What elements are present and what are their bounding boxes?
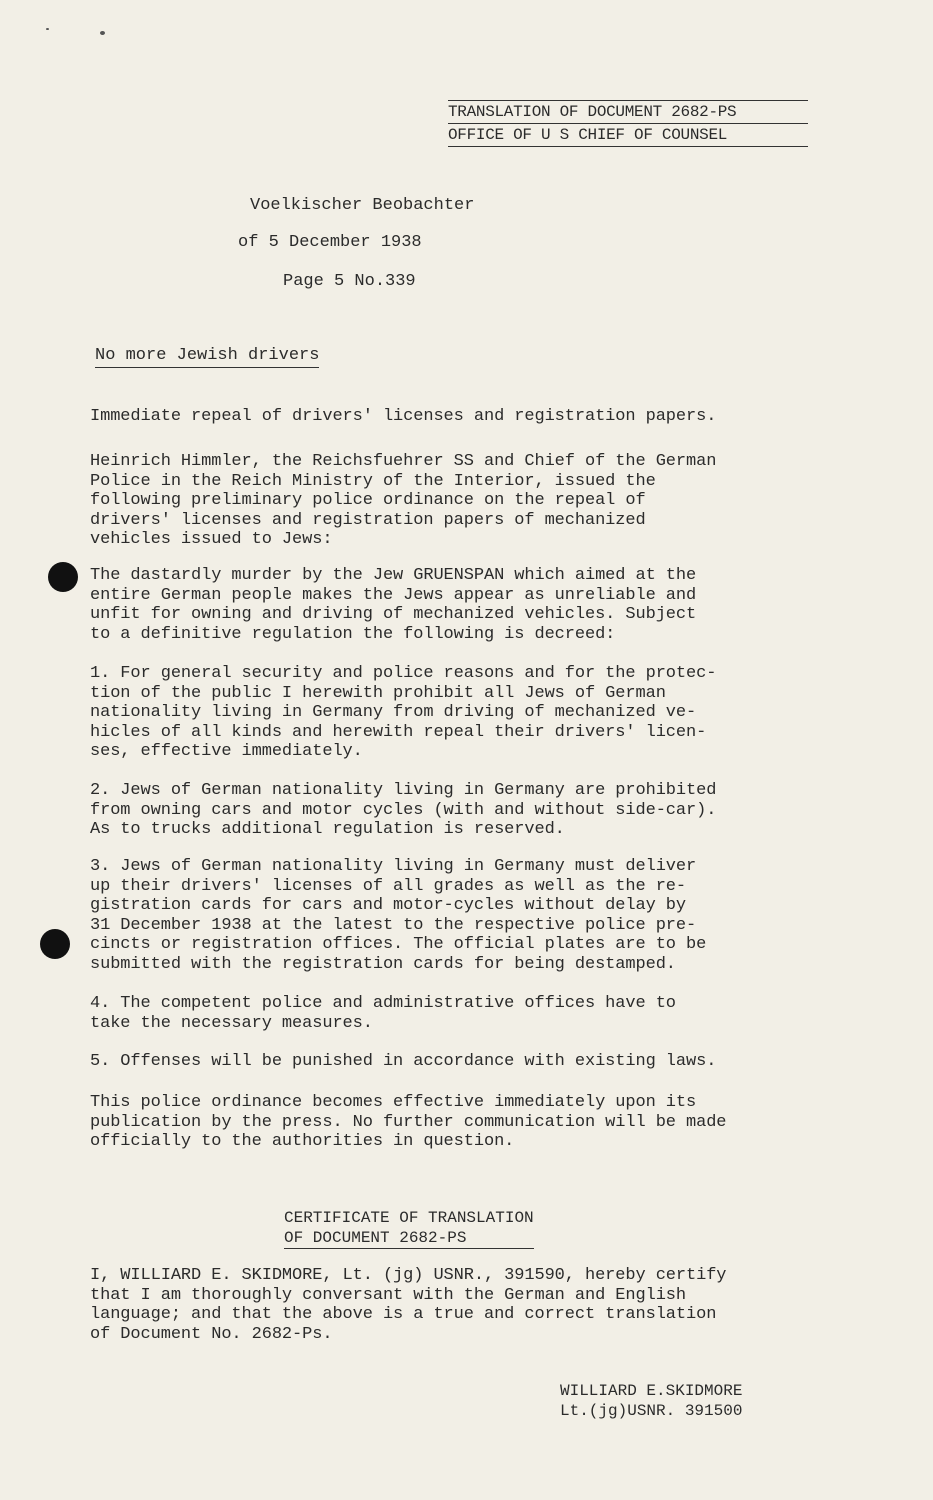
header-office-line: OFFICE OF U S CHIEF OF COUNSEL [448,124,808,147]
paragraph-closing: This police ordinance becomes effective immediately upon its publication by the press. No further communication will be made officially to the authorities in question. [90,1093,727,1151]
punch-hole-bottom [40,929,70,959]
source-date: of 5 December 1938 [238,233,422,252]
article-title: No more Jewish drivers [95,346,319,368]
certificate-title: CERTIFICATE OF TRANSLATION [284,1209,534,1227]
paragraph-item-2: 2. Jews of German nationality living in Germany are prohibited from owning cars and motor cycles (with and without side-car). As to trucks additional regulation is reserved. [90,781,717,839]
paragraph-item-4: 4. The competent police and administrative offices have to take the necessary measures. [90,994,676,1033]
signature-block [560,1381,742,1421]
signature-rank: Lt.(jg)USNR. 391500 [560,1402,743,1420]
header-translation-line: TRANSLATION OF DOCUMENT 2682-PS [448,100,808,124]
certificate-heading [284,1208,534,1249]
paragraph-item-3: 3. Jews of German nationality living in Germany must deliver up their drivers' licenses of all grades as well as the re- gistration cards for cars and motor-cycles without delay by 31 December 1938 at the latest to the respective police pre- cincts or registration offices. The official plates are to be submitted with the registration cards for being destamped. [90,857,707,974]
paragraph-preamble: The dastardly murder by the Jew GRUENSPAN which aimed at the entire German people makes the Jews appear as unreliable and unfit for owning and driving of mechanized vehicles. Subject to a definitive regulation the following is decreed: [90,566,697,644]
paragraph-subtitle: Immediate repeal of drivers' licenses and registration papers. [90,407,717,426]
punch-hole-top [48,562,78,592]
paper-speck [46,28,49,30]
document-header [448,100,808,147]
source-newspaper: Voelkischer Beobachter [250,196,475,215]
paragraph-item-5: 5. Offenses will be punished in accordance with existing laws. [90,1052,717,1071]
source-page: Page 5 No.339 [283,272,416,291]
signature-name: WILLIARD E.SKIDMORE [560,1382,743,1400]
certificate-body: I, WILLIARD E. SKIDMORE, Lt. (jg) USNR., 391590, hereby certify that I am thoroughly conversant with the German and English language; and that the above is a true and correct translation of Document No. 2682-Ps. [90,1266,727,1344]
certificate-subtitle: OF DOCUMENT 2682-PS [284,1228,534,1249]
paper-speck [100,31,105,35]
paragraph-item-1: 1. For general security and police reasons and for the protec- tion of the public I herewith prohibit all Jews of German nationality living in Germany from driving of mechanized ve- hicles of all kinds and herewith repeal their drivers' licen- ses, effective immediately. [90,664,717,761]
paragraph-intro: Heinrich Himmler, the Reichsfuehrer SS and Chief of the German Police in the Reich Ministry of the Interior, issued the following preliminary police ordinance on the repeal of drivers' licenses and registration papers of mechanized vehicles issued to Jews: [90,452,717,549]
